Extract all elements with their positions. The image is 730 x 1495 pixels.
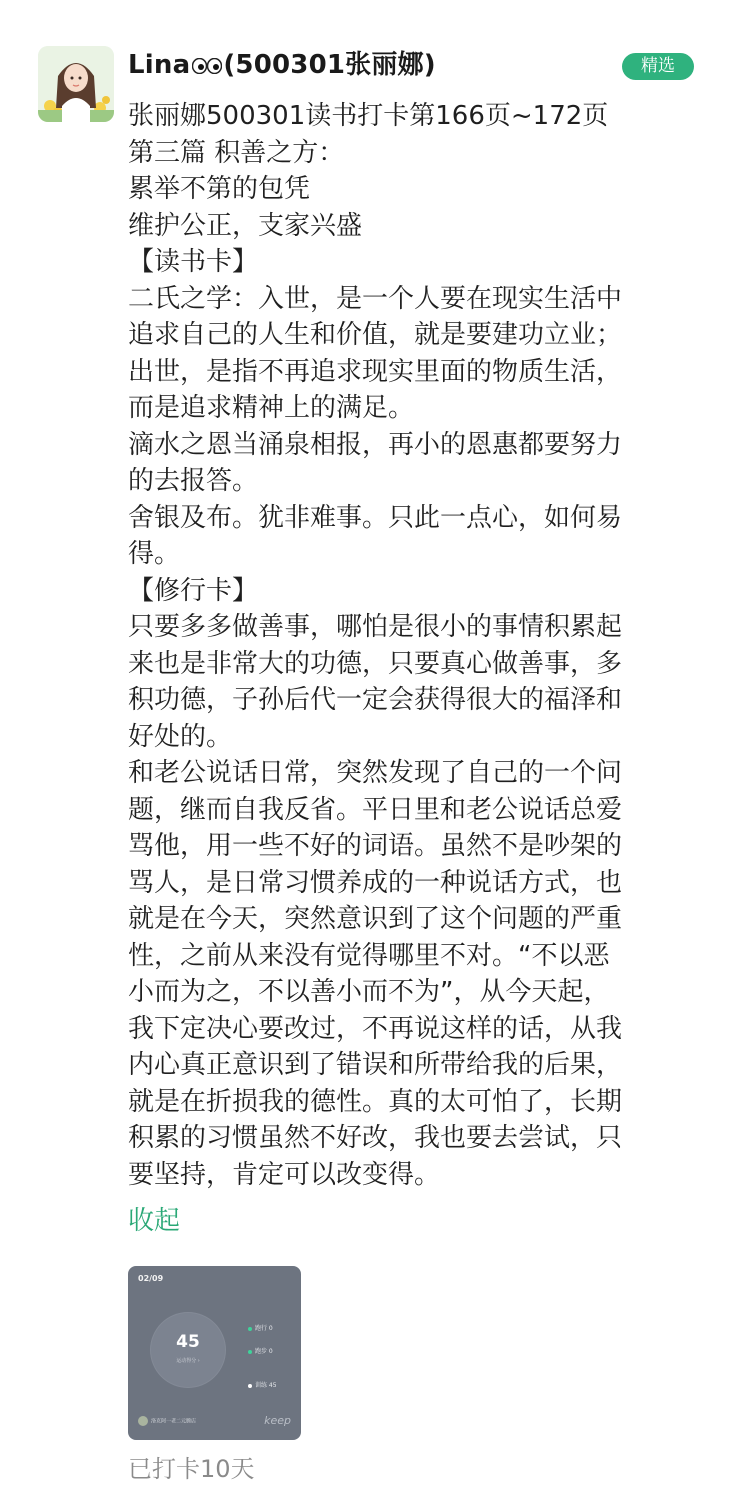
post-content — [128, 98, 693, 1193]
content-line: 张丽娜500301读书打卡第166页~172页 — [128, 101, 609, 131]
avatar[interactable] — [38, 46, 114, 122]
content-line: 好处的。 — [128, 721, 233, 752]
dot-icon — [248, 1327, 252, 1331]
card-stat — [248, 1323, 273, 1332]
content-line: 就是在今天，突然意识到了这个问题的严重 — [128, 904, 623, 934]
content-line: 【读书卡】 — [128, 247, 259, 277]
content-line: 的去报答。 — [128, 466, 259, 496]
card-stat — [248, 1346, 273, 1355]
author-suffix: (500301张丽娜) — [223, 50, 436, 80]
content-line: 只要多多做善事，哪怕是很小的事情积累起 — [128, 612, 623, 642]
card-footer-user — [138, 1416, 196, 1426]
content-line: 题，继而自我反省。平日里和老公说话总爱 — [128, 794, 623, 825]
keep-logo: keep — [264, 1414, 291, 1427]
content-line: 而是追求精神上的满足。 — [128, 393, 415, 423]
card-stat-label: 跑步 0 — [255, 1348, 273, 1355]
mini-avatar-icon — [138, 1416, 148, 1426]
eyes-icon — [192, 58, 222, 74]
content-line: 积累的习惯虽然不好改，我也要去尝试，只 — [128, 1123, 623, 1153]
content-line: 【修行卡】 — [128, 575, 259, 606]
content-line: 追求自己的人生和价值，就是要建功立业； — [128, 320, 623, 350]
content-line: 累举不第的包凭 — [128, 174, 311, 204]
card-score-label: 运动得分 › — [176, 1358, 200, 1364]
author-name[interactable] — [128, 44, 436, 81]
content-line: 来也是非常大的功德，只要真心做善事，多 — [128, 648, 623, 679]
content-line: 小而为之，不以善小而不为”，从今天起， — [128, 977, 610, 1007]
content-line: 第三篇 积善之方： — [128, 137, 345, 168]
content-line: 积功德，子孙后代一定会获得很大的福泽和 — [128, 685, 623, 715]
card-stat-label: 跑行 0 — [255, 1325, 273, 1332]
content-line: 骂他，用一些不好的词语。虽然不是吵架的 — [128, 831, 623, 861]
checkin-status: 已打卡10天 — [128, 1455, 255, 1483]
content-line: 滴水之恩当涌泉相报，再小的恩惠都要努力 — [128, 429, 623, 460]
content-line: 性，之前从来没有觉得哪里不对。“不以恶 — [128, 940, 610, 971]
card-date: 02/09 — [138, 1274, 164, 1283]
content-line: 维护公正，支家兴盛 — [128, 210, 363, 241]
collapse-link[interactable]: 收起 — [128, 1206, 181, 1236]
featured-badge: 精选 — [622, 53, 694, 80]
content-line: 骂人，是日常习惯养成的一种说话方式，也 — [128, 867, 623, 898]
card-score: 45 — [176, 1332, 200, 1352]
card-footer-user-text: 洛克阿一老二元腾店 — [151, 1418, 197, 1425]
content-line: 舍银及布。犹非难事。只此一点心，如何易 — [128, 502, 623, 533]
card-stat — [248, 1380, 277, 1389]
content-line: 内心真正意识到了错误和所带给我的后果， — [128, 1050, 623, 1080]
content-line: 我下定决心要改过，不再说这样的话，从我 — [128, 1013, 623, 1044]
content-line: 和老公说话日常，突然发现了自己的一个问 — [128, 758, 623, 788]
content-line: 要坚持，肯定可以改变得。 — [128, 1159, 441, 1190]
dot-icon — [248, 1350, 252, 1354]
content-line: 就是在折损我的德性。真的太可怕了，长期 — [128, 1086, 623, 1117]
content-line: 二氏之学：入世，是一个人要在现实生活中 — [128, 283, 623, 314]
card-stat-label: 训练 45 — [255, 1382, 277, 1389]
content-line: 得。 — [128, 539, 181, 569]
keep-workout-card[interactable] — [128, 1266, 301, 1440]
dot-icon — [248, 1384, 252, 1388]
content-line: 出世，是指不再追求现实里面的物质生活， — [128, 356, 623, 387]
author-name-text: Lina — [128, 50, 191, 80]
